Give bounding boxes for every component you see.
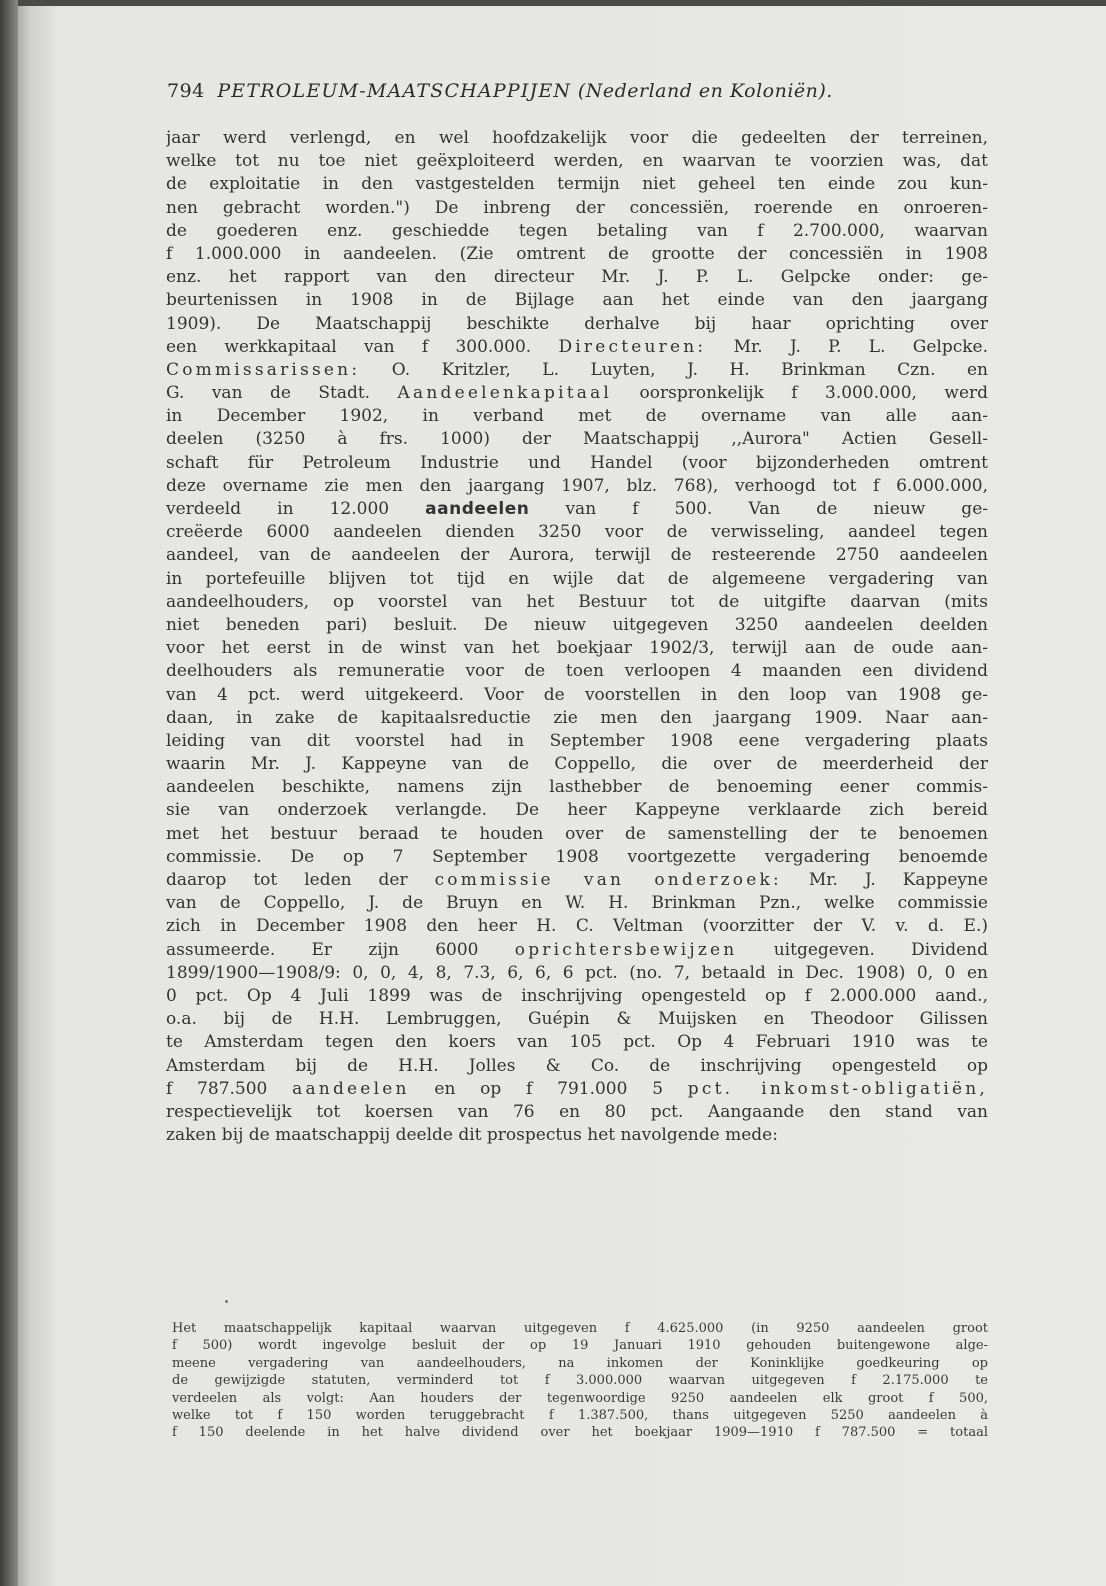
text-line: van de Coppello, J. de Bruyn en W. H. Brinkman Pzn., welke commissie <box>166 893 988 914</box>
spaced-heading-aandeelen: aandeelen <box>292 1078 410 1099</box>
text-run: een werkkapitaal van f 300.000. <box>166 336 532 357</box>
text-line: zaken bij de maatschappij deelde dit prospectus het navolgende mede: <box>166 1125 778 1146</box>
text-line: aandeelen beschikte, namens zijn lasthebber de benoeming eener commis- <box>166 777 988 798</box>
footnote-line: f 500) wordt ingevolge besluit der op 19 Januari 1910 gehouden buitengewone alge- <box>172 1338 988 1354</box>
text-line: met het bestuur beraad te houden over de samenstelling der te benoemen <box>166 823 988 844</box>
text-run: en op f 791.000 5 <box>434 1078 664 1099</box>
text-run: Mr. J. P. L. Gelpcke. <box>733 336 988 357</box>
spaced-heading-directeuren: Directeuren: <box>558 336 707 357</box>
text-line: welke tot nu toe niet geëxploiteerd werden, en waarvan te voorzien was, dat <box>166 151 988 172</box>
text-line: te Amsterdam tegen den koers van 105 pct. Op 4 Februari 1910 was te <box>166 1032 988 1053</box>
text-line: aandeel, van de aandeelen der Aurora, terwijl de resteerende 2750 aandeelen <box>166 545 988 566</box>
text-run: verdeeld in 12.000 <box>166 499 390 519</box>
text-run: G. van de Stadt. <box>166 383 371 404</box>
footnote-line: meene vergadering van aandeelhouders, na inkomen der Koninklijke goedkeuring op <box>172 1355 988 1371</box>
text-line: 0 pct. Op 4 Juli 1899 was de inschrijving opengesteld op f 2.000.000 aand., <box>166 985 988 1006</box>
body-text <box>166 127 988 1147</box>
text-line: in December 1902, in verband met de overname van alle aan- <box>166 406 988 427</box>
text-line: van 4 pct. werd uitgekeerd. Voor de voorstellen in den loop van 1908 ge- <box>166 684 988 705</box>
text-line: nen gebracht worden.") De inbreng der concessiën, roerende en onroeren- <box>166 197 988 218</box>
text-line: leiding van dit voorstel had in September 1908 eene vergadering plaats <box>166 730 988 751</box>
text-line: commissie. De op 7 September 1908 voortgezette vergadering benoemde <box>166 846 988 867</box>
text-line: deelhouders als remuneratie voor de toen verloopen 4 maanden een dividend <box>166 661 988 682</box>
footnote-line: f 150 deelende in het halve dividend over het boekjaar 1909—1910 f 787.500 = totaal <box>172 1425 988 1441</box>
text-line: zich in December 1908 den heer H. C. Veltman (voorzitter der V. v. d. E.) <box>166 916 988 937</box>
quoted-prospectus <box>172 1320 988 1442</box>
text-line: niet beneden pari) besluit. De nieuw uitgegeven 3250 aandeelen deelden <box>166 614 988 635</box>
text-line: enz. het rapport van den directeur Mr. J. P. L. Gelpcke onder: ge- <box>166 267 988 288</box>
text-line: beurtenissen in 1908 in de Bijlage aan het einde van den jaargang <box>166 290 988 311</box>
text-line-founders <box>166 939 988 962</box>
text-line: waarin Mr. J. Kappeyne van de Coppello, die over de meerderheid der <box>166 754 988 775</box>
binding-edge-top <box>0 0 1106 6</box>
text-run: daarop tot leden der <box>166 870 408 890</box>
text-line: creëerde 6000 aandeelen dienden 3250 voor de verwisseling, aandeel tegen <box>166 522 988 543</box>
text-line: respectievelijk tot koersen van 76 en 80 pct. Aangaande den stand van <box>166 1101 988 1122</box>
text-line-subscription <box>166 1078 988 1101</box>
text-line: aandeelhouders, op voorstel van het Bestuur tot de uitgifte daarvan (mits <box>166 591 988 612</box>
footnote-line: welke tot f 150 worden teruggebracht f 1.387.500, thans uitgegeven 5250 aandeelen à <box>172 1407 988 1423</box>
footnote-line: Het maatschappelijk kapitaal waarvan uitgegeven f 4.625.000 (in 9250 aandeelen groot <box>172 1321 988 1336</box>
spaced-heading-obligaties: pct. inkomst-obligatiën, <box>687 1078 988 1099</box>
text-line: jaar werd verlengd, en wel hoofdzakelijk voor die gedeelten der terreinen, <box>166 128 988 148</box>
text-run: Mr. J. Kappeyne <box>808 870 988 890</box>
text-line: deelen (3250 à frs. 1000) der Maatschappij ,,Aurora" Actien Gesell- <box>166 429 988 450</box>
footnote-line: de gewijzigde statuten, verminderd tot f 3.000.000 waarvan uitgegeven f 2.175.000 te <box>172 1373 988 1389</box>
text-run: van f 500. Van de nieuw ge- <box>565 499 988 519</box>
spaced-heading-commissarissen: Commissarissen: <box>166 359 361 380</box>
text-line: sie van onderzoek verlangde. De heer Kappeyne verklaarde zich bereid <box>166 800 988 821</box>
spaced-heading-oprichtersbewijzen: oprichtersbewijzen <box>514 939 738 960</box>
text-line: voor het eerst in de winst van het boekjaar 1902/3, terwijl aan de oude aan- <box>166 638 988 659</box>
dot-mark <box>225 1300 228 1303</box>
text-run: uitgegeven. Dividend <box>773 939 988 960</box>
running-head <box>167 80 987 102</box>
bold-keyword-aandeelen: aandeelen <box>425 499 530 519</box>
text-line: deze overname zie men den jaargang 1907, blz. 768), verhoogd tot f 6.000.000, <box>166 475 988 496</box>
running-title: PETROLEUM-MAATSCHAPPIJEN <box>217 80 572 102</box>
text-line: 1899/1900—1908/9: 0, 0, 4, 8, 7.3, 6, 6, 6 pct. (no. 7, betaald in Dec. 1908) 0, 0 en <box>166 962 988 983</box>
text-line: o.a. bij de H.H. Lembruggen, Guépin & Muijsken en Theodoor Gilissen <box>166 1009 988 1030</box>
text-line: de goederen enz. geschiedde tegen betaling van f 2.700.000, waarvan <box>166 220 988 241</box>
text-line-shares <box>166 498 988 521</box>
text-line-capital <box>166 382 988 405</box>
text-line: f 1.000.000 in aandeelen. (Zie omtrent de grootte der concessiën in 1908 <box>166 243 988 264</box>
footnote-line: verdeelen als volgt: Aan houders der tegenwoordige 9250 aandeelen elk groot f 500, <box>172 1390 988 1406</box>
spaced-heading-commissie: commissie van onderzoek: <box>434 870 782 890</box>
text-line: schaft für Petroleum Industrie und Handel (voor bijzonderheden omtrent <box>166 452 988 473</box>
binding-shadow <box>0 0 18 1586</box>
text-line-commissioners <box>166 359 988 382</box>
text-line: daan, in zake de kapitaalsreductie zie men den jaargang 1909. Naar aan- <box>166 707 988 728</box>
text-line-directors <box>166 336 988 359</box>
spaced-heading-aandeelenkapitaal: Aandeelenkapitaal <box>397 383 613 404</box>
text-run: assumeerde. Er zijn 6000 <box>166 939 479 960</box>
text-line: in portefeuille blijven tot tijd en wijle dat de algemeene vergadering van <box>166 568 988 589</box>
text-line: 1909). De Maatschappij beschikte derhalve bij haar oprichting over <box>166 313 988 334</box>
running-subtitle: (Nederland en Koloniën). <box>577 80 833 102</box>
page-number: 794 <box>167 80 205 102</box>
text-run: oorspronkelijk f 3.000.000, werd <box>639 383 988 404</box>
text-line: Amsterdam bij de H.H. Jolles & Co. de inschrijving opengesteld op <box>166 1055 988 1076</box>
text-run: f 787.500 <box>166 1078 268 1099</box>
text-line: de exploitatie in den vastgestelden termijn niet geheel ten einde zou kun- <box>166 174 988 195</box>
text-run: O. Kritzler, L. Luyten, J. H. Brinkman Czn. en <box>391 359 988 380</box>
text-line-committee <box>166 869 988 892</box>
